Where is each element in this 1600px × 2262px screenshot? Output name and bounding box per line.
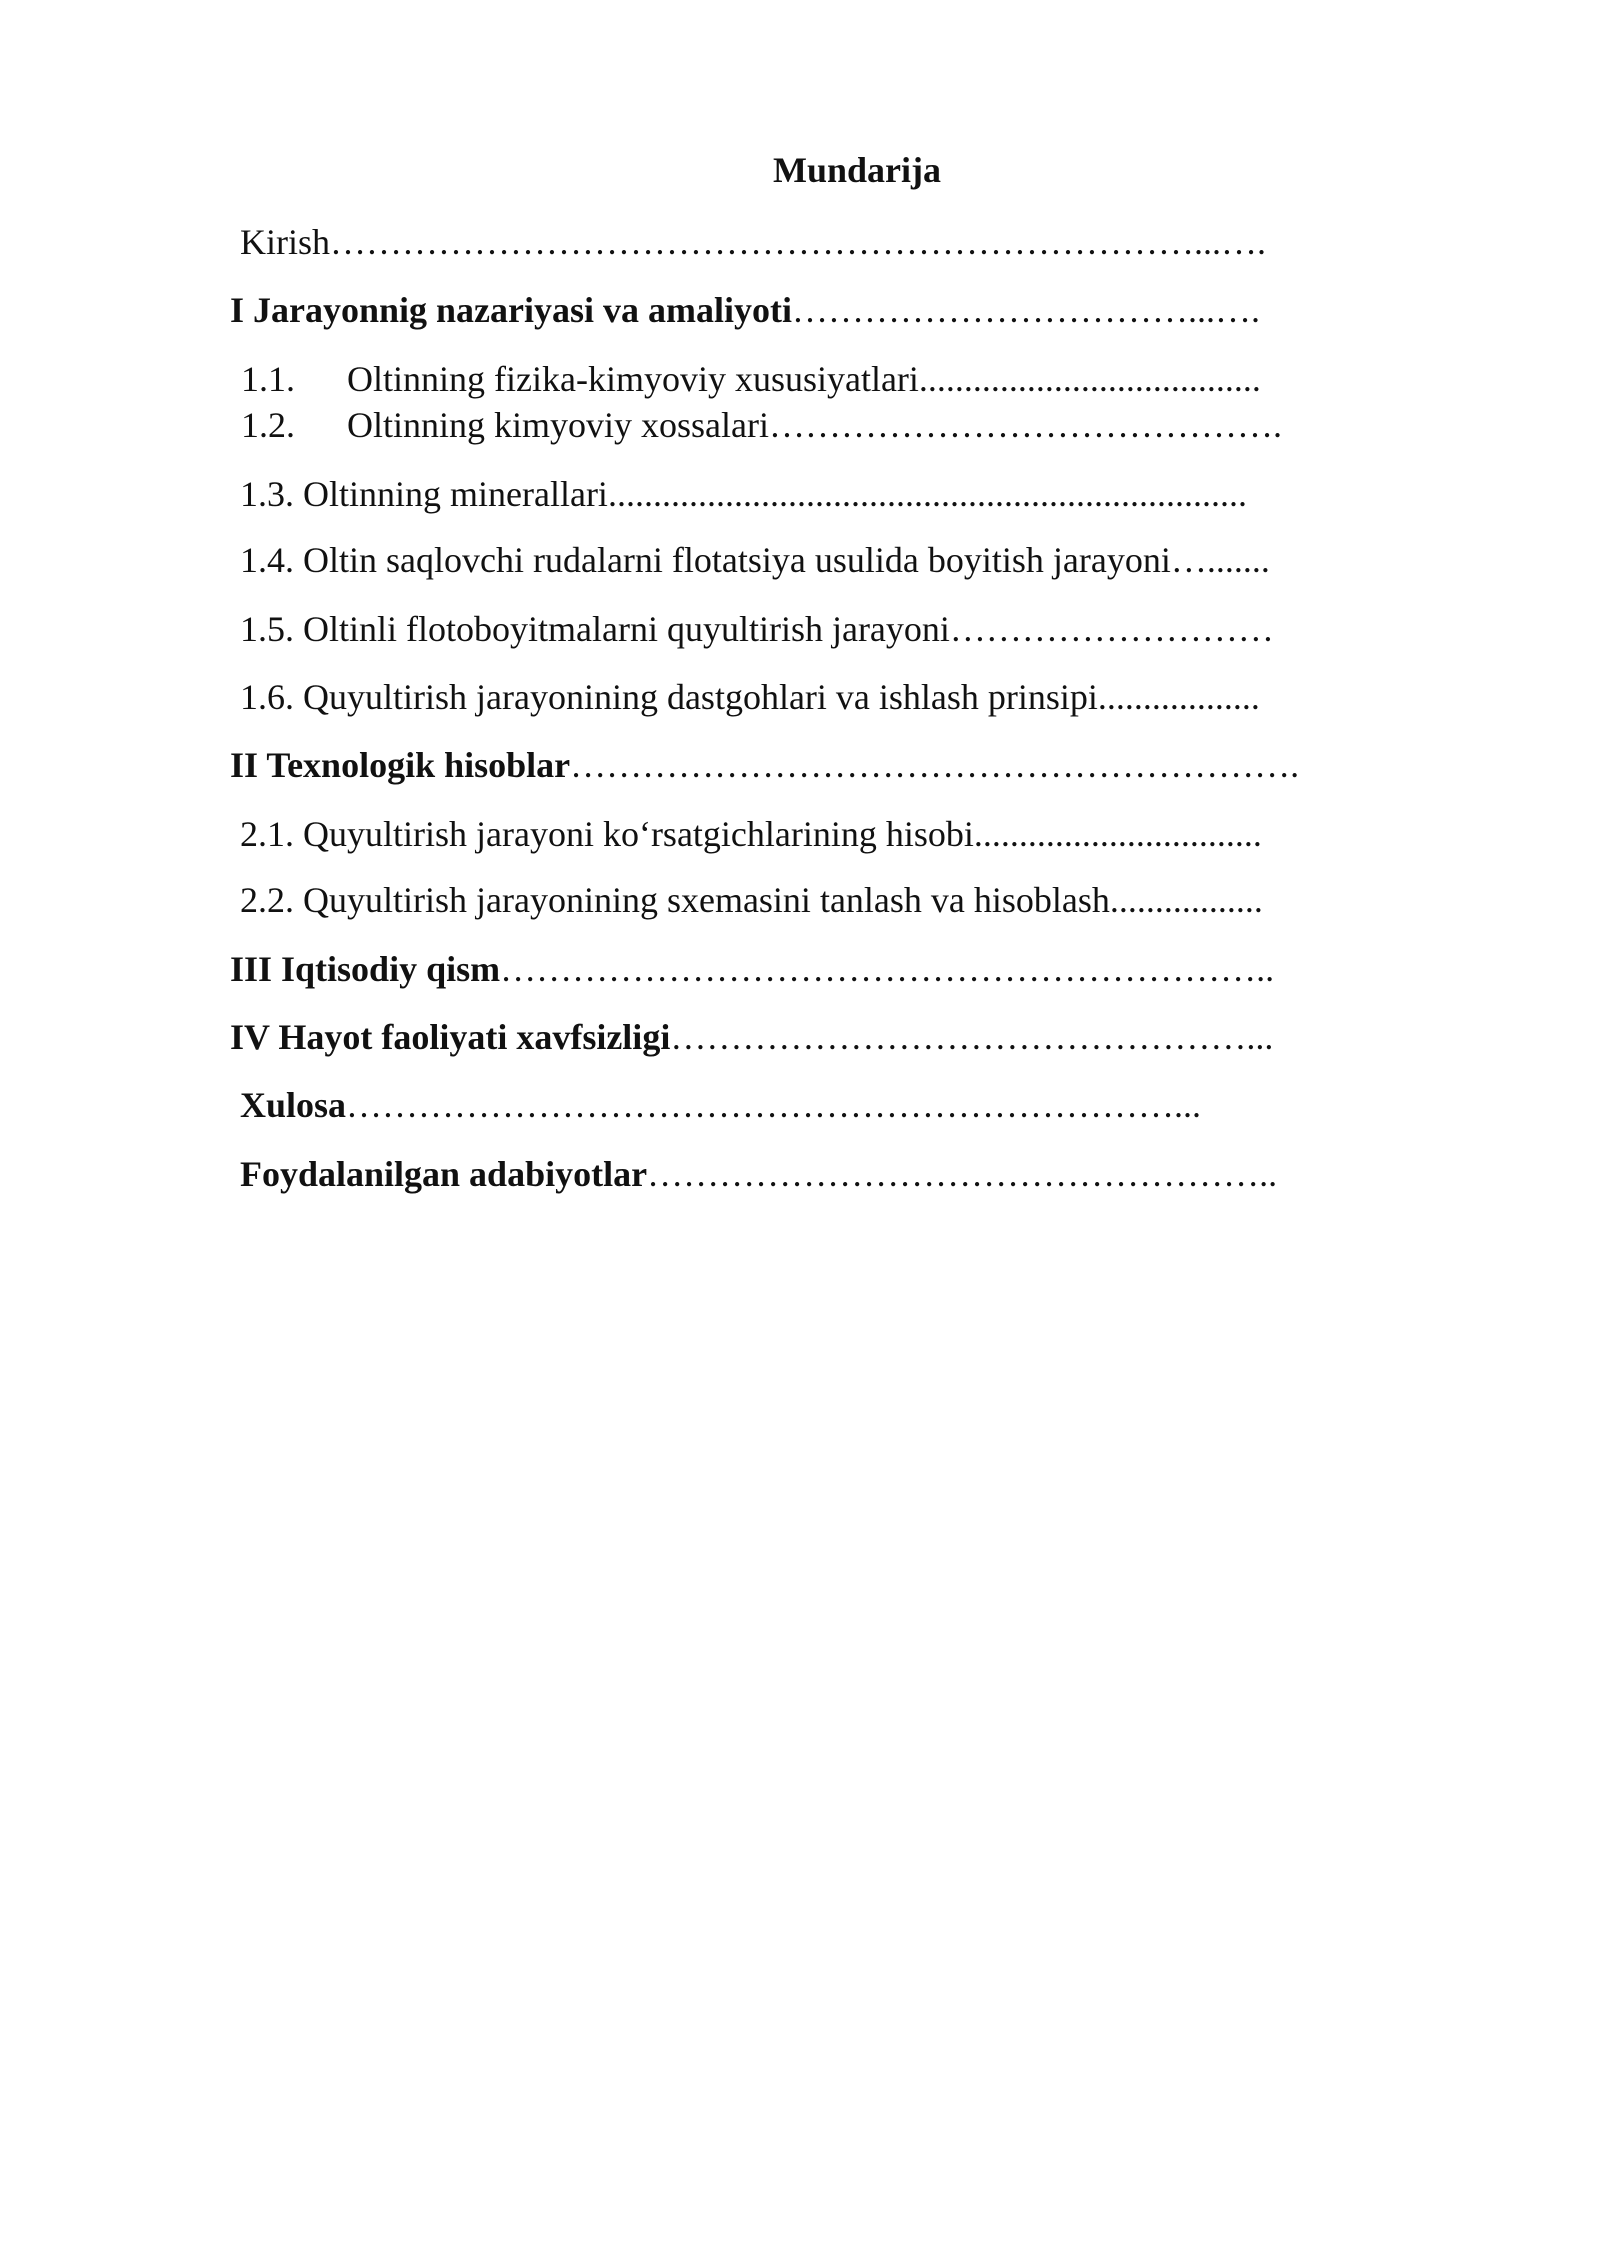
dot-leader: ……………………………………. xyxy=(768,405,1282,445)
toc-entry-chapter-3[interactable] xyxy=(230,949,1319,989)
toc-entry-label: Oltinning kimyoviy xossalari xyxy=(347,405,769,445)
dot-leader: ……………………… xyxy=(949,609,1274,649)
dot-leader: ................. xyxy=(1109,880,1263,920)
toc-entry-xulosa[interactable] xyxy=(240,1085,1315,1125)
toc-entry-label: 1.5. Oltinli flotoboyitmalarni quyultirish jarayoni xyxy=(240,609,950,649)
toc-entry-chapter-2[interactable] xyxy=(230,745,1312,785)
dot-leader: .................. xyxy=(1097,677,1260,717)
toc-entry-1-5[interactable] xyxy=(240,609,1315,649)
toc-entry-1-6[interactable] xyxy=(240,677,1312,717)
toc-entry-chapter-1[interactable] xyxy=(230,290,1302,330)
toc-entry-1-2[interactable] xyxy=(241,405,1320,445)
toc-entry-number: 1.1. xyxy=(241,359,295,399)
toc-entry-label: IV Hayot faoliyati xavfsizligi xyxy=(230,1017,671,1057)
toc-entry-label: II Texnologik hisoblar xyxy=(230,745,571,785)
toc-entry-chapter-4[interactable] xyxy=(230,1017,1319,1057)
toc-entry-label: 1.6. Quyultirish jarayonining dastgohlari va ishlash prinsipi xyxy=(240,677,1098,717)
toc-entry-label: 2.1. Quyultirish jarayoni ko‘rsatgichlarining hisobi xyxy=(240,814,974,854)
dot-leader: …………………………………………... xyxy=(670,1017,1274,1057)
dot-leader: ……………………………...…. xyxy=(792,290,1261,330)
toc-entry-number: 1.2. xyxy=(241,405,295,445)
dot-leader: …....... xyxy=(1170,540,1270,580)
toc-entry-label: Xulosa xyxy=(240,1085,347,1125)
dot-leader: ………………………………………………………………...…. xyxy=(330,222,1266,262)
page-title: Mundarija xyxy=(772,150,941,190)
toc-entry-label: I Jarayonnig nazariyasi va amaliyoti xyxy=(230,290,793,330)
dot-leader: ....................................................................... xyxy=(607,474,1247,514)
toc-entry-label: Kirish xyxy=(240,222,330,262)
toc-entry-kirish[interactable] xyxy=(240,222,1310,262)
toc-entry-2-2[interactable] xyxy=(240,880,1314,920)
toc-entry-2-1[interactable] xyxy=(240,814,1314,854)
dot-leader: ……………………………………………………….. xyxy=(500,949,1275,989)
toc-entry-references[interactable] xyxy=(240,1154,1320,1194)
toc-entry-label: 2.2. Quyultirish jarayonining sxemasini tanlash va hisoblash xyxy=(240,880,1110,920)
toc-entry-label: 1.4. Oltin saqlovchi rudalarni flotatsiya usulida boyitish jarayoni xyxy=(240,540,1171,580)
dot-leader: ……………………………………………………. xyxy=(570,745,1300,785)
dot-leader: ................................ xyxy=(973,814,1262,854)
dot-leader: ...................................... xyxy=(918,359,1261,399)
toc-entry-label: Foydalanilgan adabiyotlar xyxy=(240,1154,648,1194)
toc-entry-label: Oltinning fizika-kimyoviy xususiyatlari xyxy=(347,359,919,399)
toc-entry-label: 1.3. Oltinning minerallari xyxy=(240,474,608,514)
toc-entry-label: III Iqtisodiy qism xyxy=(230,949,501,989)
toc-entry-1-1[interactable] xyxy=(241,359,1299,399)
dot-leader: ……………………………………………………………... xyxy=(346,1085,1202,1125)
dot-leader: …………………………………………….. xyxy=(647,1154,1278,1194)
toc-entry-1-4[interactable] xyxy=(240,540,1312,580)
toc-entry-1-3[interactable] xyxy=(240,474,1307,514)
